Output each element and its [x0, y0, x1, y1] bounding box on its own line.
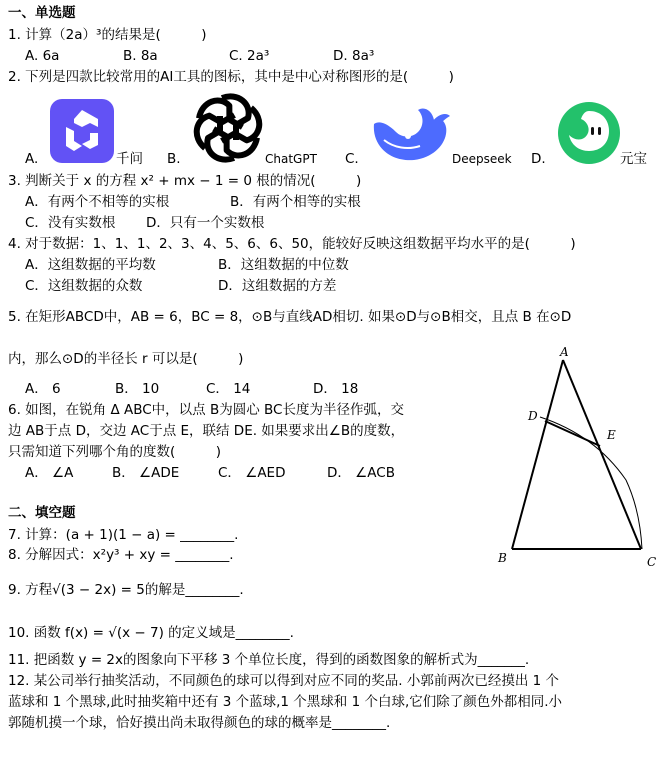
- section-heading-single-choice: 一、单选题: [8, 5, 76, 21]
- question-8: 8. 分解因式：x²y³ + xy = ________.: [8, 547, 234, 563]
- q2-option-c-name: Deepseek: [452, 152, 512, 166]
- question-5-stem-line1: 5. 在矩形ABCD中，AB = 6，BC = 8，⊙B与直线AD相切. 如果⊙D与⊙B相交，且点 B 在⊙D: [8, 309, 572, 325]
- question-7: 7. 计算：(a + 1)(1 − a) = ________.: [8, 527, 239, 543]
- question-12-line1: 12. 某公司举行抽奖活动，不同颜色的球可以得到对应不同的奖品. 小郭前两次已经摸出 1 个: [8, 673, 560, 689]
- q5-option-c: C． 14: [206, 381, 251, 397]
- question-1-stem: 1. 计算（2a）³的结果是( ): [8, 27, 207, 43]
- q3-option-b: B．有两个相等的实根: [230, 194, 361, 210]
- q1-option-b: B. 8a: [123, 48, 158, 64]
- question-6-stem-line3: 只需知道下列哪个角的度数( ): [8, 444, 222, 460]
- q2-option-a-name: 千问: [116, 151, 143, 167]
- q4-option-d: D．这组数据的方差: [218, 278, 337, 294]
- qianwen-logo-icon: [50, 99, 114, 167]
- label-c: C: [647, 555, 657, 569]
- question-5-stem-line2: 内，那么⊙D的半径长 r 可以是( ): [8, 351, 244, 367]
- q4-option-a: A．这组数据的平均数: [25, 257, 156, 273]
- question-10: 10. 函数 f(x) = √(x − 7) 的定义域是________.: [8, 625, 294, 641]
- q3-option-d: D．只有一个实数根: [146, 215, 265, 231]
- segment-de: [545, 421, 600, 446]
- question-9: 9. 方程√(3 − 2x) = 5的解是________.: [8, 582, 244, 598]
- q2-option-a: A.: [25, 151, 39, 167]
- q1-option-c: C. 2a³: [229, 48, 270, 64]
- q5-option-d: D． 18: [313, 381, 359, 397]
- section-heading-fill-in: 二、填空题: [8, 505, 76, 521]
- q5-option-b: B． 10: [115, 381, 160, 397]
- question-12-line3: 郭随机摸一个球，恰好摸出尚未取得颜色的球的概率是________.: [8, 715, 391, 731]
- question-4-stem: 4. 对于数据：1、1、1、2、3、4、5、6、6、50，能较好反映这组数据平均水平的是( ): [8, 236, 576, 252]
- q3-option-a: A．有两个不相等的实根: [25, 194, 170, 210]
- side-ac: [563, 360, 641, 549]
- label-a: A: [560, 345, 569, 359]
- question-2-stem: 2. 下列是四款比较常用的AI工具的图标，其中是中心对称图形的是( ): [8, 69, 454, 85]
- q2-option-b: B.: [167, 151, 181, 167]
- side-ab: [512, 360, 563, 549]
- q2-option-c: C.: [345, 151, 359, 167]
- yuanbao-logo-icon: [557, 101, 621, 169]
- question-3-stem: 3. 判断关于 x 的方程 x² + mx − 1 = 0 根的情况( ): [8, 173, 362, 189]
- q2-option-b-name: ChatGPT: [265, 152, 317, 166]
- q4-option-b: B．这组数据的中位数: [218, 257, 349, 273]
- question-6-stem-line2: 边 AB于点 D，交边 AC于点 E，联结 DE. 如果要求出∠B的度数，: [8, 423, 405, 439]
- q5-option-a: A． 6: [25, 381, 61, 397]
- q2-option-d: D.: [531, 151, 546, 167]
- q6-option-c: C． ∠AED: [218, 465, 286, 481]
- q6-option-d: D． ∠ACB: [327, 465, 395, 481]
- q6-option-a: A． ∠A: [25, 465, 74, 481]
- label-e: E: [607, 428, 616, 442]
- chatgpt-logo-icon: [190, 90, 266, 170]
- deepseek-whale-logo-icon: [368, 100, 452, 168]
- q2-option-d-name: 元宝: [620, 151, 647, 167]
- question-6-stem-line1: 6. 如图，在锐角 Δ ABC中，以点 B为圆心 BC长度为半径作弧，交: [8, 402, 404, 418]
- label-b: B: [498, 551, 507, 565]
- q1-option-d: D. 8a³: [333, 48, 375, 64]
- q3-option-c: C．没有实数根: [25, 215, 116, 231]
- q1-option-a: A. 6a: [25, 48, 60, 64]
- q6-option-b: B． ∠ADE: [112, 465, 180, 481]
- arc-centered-b: [540, 417, 642, 549]
- q4-option-c: C．这组数据的众数: [25, 278, 143, 294]
- question-12-line2: 蓝球和 1 个黑球,此时抽奖箱中还有 3 个蓝球,1 个黑球和 1 个白球,它们除了颜色外都相同.小: [8, 694, 563, 710]
- triangle-figure: [490, 340, 660, 572]
- question-11: 11. 把函数 y = 2x的图象向下平移 3 个单位长度，得到的函数图象的解析式为_______.: [8, 652, 530, 668]
- label-d: D: [528, 409, 538, 423]
